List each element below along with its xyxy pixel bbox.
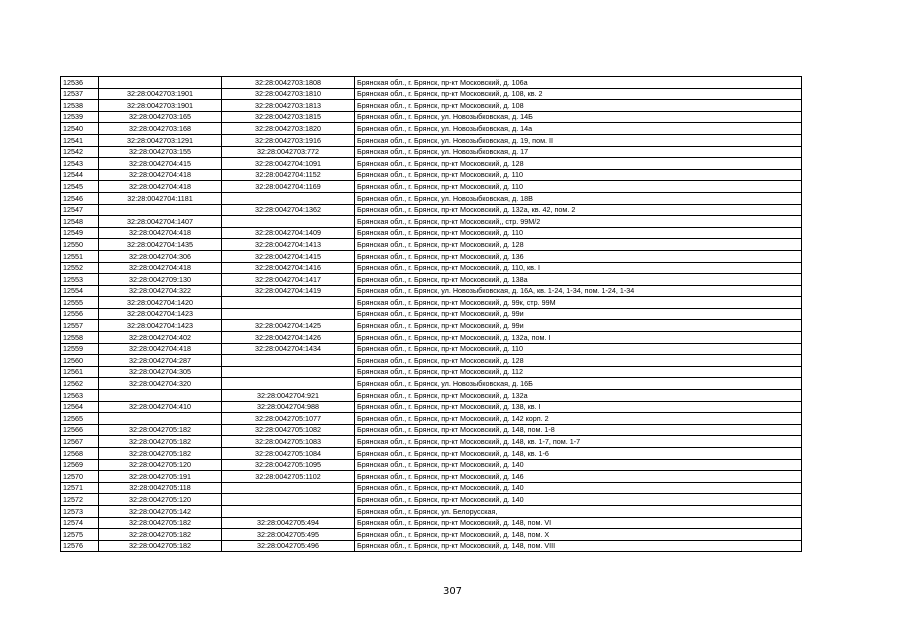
address-cell: Брянская обл., г. Брянск, пр-кт Московский, д. 142 корп. 2 [355, 413, 802, 425]
cadastral-number-cell: 32:28:0042703:1291 [99, 134, 222, 146]
address-cell: Брянская обл., г. Брянск, пр-кт Московский,, стр. 99М/2 [355, 216, 802, 228]
object-cadastral-number-cell [222, 494, 355, 506]
address-cell: Брянская обл., г. Брянск, пр-кт Московский, д. 99и [355, 320, 802, 332]
address-cell: Брянская обл., г. Брянск, пр-кт Московский, д. 140 [355, 494, 802, 506]
object-cadastral-number-cell: 32:28:0042704:1091 [222, 158, 355, 170]
cadastral-number-cell: 32:28:0042704:1407 [99, 216, 222, 228]
cadastral-number-cell: 32:28:0042704:287 [99, 355, 222, 367]
table-row [61, 192, 802, 204]
object-cadastral-number-cell: 32:28:0042704:1426 [222, 332, 355, 344]
cadastral-number-cell: 32:28:0042704:1420 [99, 297, 222, 309]
address-cell: Брянская обл., г. Брянск, пр-кт Московский, д. 99к, стр. 99М [355, 297, 802, 309]
row-number-cell: 12541 [61, 134, 99, 146]
cadastral-number-cell: 32:28:0042709:130 [99, 274, 222, 286]
row-number-cell: 12548 [61, 216, 99, 228]
table-row [61, 413, 802, 425]
page-number: 307 [442, 586, 463, 597]
row-number-cell: 12566 [61, 424, 99, 436]
table-row [61, 343, 802, 355]
object-cadastral-number-cell [222, 216, 355, 228]
table-row [61, 250, 802, 262]
object-cadastral-number-cell: 32:28:0042704:988 [222, 401, 355, 413]
address-cell: Брянская обл., г. Брянск, пр-кт Московский, д. 146 [355, 471, 802, 483]
table-row [61, 227, 802, 239]
row-number-cell: 12574 [61, 517, 99, 529]
table-row [61, 146, 802, 158]
table-row [61, 448, 802, 460]
table-row [61, 204, 802, 216]
cadastral-number-cell: 32:28:0042704:1435 [99, 239, 222, 251]
cadastral-number-cell [99, 413, 222, 425]
object-cadastral-number-cell: 32:28:0042705:1102 [222, 471, 355, 483]
table-row [61, 424, 802, 436]
address-cell: Брянская обл., г. Брянск, ул. Новозыбковская, д. 19, пом. II [355, 134, 802, 146]
object-cadastral-number-cell [222, 378, 355, 390]
cadastral-number-cell: 32:28:0042704:418 [99, 262, 222, 274]
address-cell: Брянская обл., г. Брянск, пр-кт Московский, д. 99и [355, 308, 802, 320]
row-number-cell: 12551 [61, 250, 99, 262]
row-number-cell: 12539 [61, 111, 99, 123]
object-cadastral-number-cell: 32:28:0042704:1409 [222, 227, 355, 239]
table-row [61, 366, 802, 378]
row-number-cell: 12545 [61, 181, 99, 193]
row-number-cell: 12554 [61, 285, 99, 297]
address-cell: Брянская обл., г. Брянск, пр-кт Московский, д. 110, кв. I [355, 262, 802, 274]
cadastral-number-cell: 32:28:0042703:1901 [99, 100, 222, 112]
row-number-cell: 12550 [61, 239, 99, 251]
row-number-cell: 12570 [61, 471, 99, 483]
cadastral-number-cell: 32:28:0042705:182 [99, 424, 222, 436]
row-number-cell: 12544 [61, 169, 99, 181]
table-row [61, 540, 802, 552]
object-cadastral-number-cell: 32:28:0042704:1152 [222, 169, 355, 181]
row-number-cell: 12559 [61, 343, 99, 355]
cadastral-number-cell [99, 390, 222, 402]
address-cell: Брянская обл., г. Брянск, пр-кт Московский, д. 148, пом. VIII [355, 540, 802, 552]
object-cadastral-number-cell: 32:28:0042703:1820 [222, 123, 355, 135]
cadastral-number-cell: 32:28:0042704:418 [99, 169, 222, 181]
address-cell: Брянская обл., г. Брянск, ул. Новозыбковская, д. 16Б [355, 378, 802, 390]
cadastral-number-cell: 32:28:0042704:1181 [99, 192, 222, 204]
table-row [61, 517, 802, 529]
table-row [61, 436, 802, 448]
row-number-cell: 12572 [61, 494, 99, 506]
address-cell: Брянская обл., г. Брянск, ул. Новозыбковская, д. 14Б [355, 111, 802, 123]
cadastral-number-cell: 32:28:0042704:320 [99, 378, 222, 390]
table-row [61, 158, 802, 170]
row-number-cell: 12575 [61, 529, 99, 541]
cadastral-number-cell: 32:28:0042704:305 [99, 366, 222, 378]
address-cell: Брянская обл., г. Брянск, пр-кт Московский, д. 140 [355, 459, 802, 471]
table-row [61, 123, 802, 135]
address-cell: Брянская обл., г. Брянск, пр-кт Московский, д. 140 [355, 482, 802, 494]
object-cadastral-number-cell: 32:28:0042705:495 [222, 529, 355, 541]
row-number-cell: 12564 [61, 401, 99, 413]
cadastral-number-cell: 32:28:0042703:168 [99, 123, 222, 135]
object-cadastral-number-cell: 32:28:0042705:1077 [222, 413, 355, 425]
cadastral-number-cell: 32:28:0042704:418 [99, 227, 222, 239]
object-cadastral-number-cell: 32:28:0042704:1415 [222, 250, 355, 262]
object-cadastral-number-cell: 32:28:0042703:1916 [222, 134, 355, 146]
object-cadastral-number-cell: 32:28:0042704:1419 [222, 285, 355, 297]
object-cadastral-number-cell: 32:28:0042705:1095 [222, 459, 355, 471]
table-row [61, 308, 802, 320]
registry-table [60, 76, 802, 552]
object-cadastral-number-cell: 32:28:0042705:496 [222, 540, 355, 552]
address-cell: Брянская обл., г. Брянск, пр-кт Московский, д. 148, пом. 1-8 [355, 424, 802, 436]
table-row [61, 77, 802, 89]
table-row [61, 169, 802, 181]
address-cell: Брянская обл., г. Брянск, ул. Новозыбковская, д. 18В [355, 192, 802, 204]
address-cell: Брянская обл., г. Брянск, ул. Новозыбковская, д. 14а [355, 123, 802, 135]
address-cell: Брянская обл., г. Брянск, ул. Новозыбковская, д. 16А, кв. 1-24, 1-34, пом. 1-24, 1-34 [355, 285, 802, 297]
row-number-cell: 12536 [61, 77, 99, 89]
object-cadastral-number-cell: 32:28:0042705:1084 [222, 448, 355, 460]
object-cadastral-number-cell [222, 355, 355, 367]
cadastral-number-cell: 32:28:0042703:1901 [99, 88, 222, 100]
address-cell: Брянская обл., г. Брянск, пр-кт Московский, д. 148, кв. 1-7, пом. 1-7 [355, 436, 802, 448]
object-cadastral-number-cell: 32:28:0042704:1413 [222, 239, 355, 251]
cadastral-number-cell: 32:28:0042705:182 [99, 529, 222, 541]
row-number-cell: 12537 [61, 88, 99, 100]
table-row [61, 320, 802, 332]
cadastral-number-cell: 32:28:0042705:182 [99, 448, 222, 460]
table-row [61, 390, 802, 402]
table-row [61, 529, 802, 541]
row-number-cell: 12543 [61, 158, 99, 170]
table-row [61, 285, 802, 297]
table-row [61, 355, 802, 367]
object-cadastral-number-cell: 32:28:0042705:1082 [222, 424, 355, 436]
row-number-cell: 12568 [61, 448, 99, 460]
cadastral-number-cell: 32:28:0042705:118 [99, 482, 222, 494]
table-row [61, 111, 802, 123]
cadastral-number-cell: 32:28:0042704:322 [99, 285, 222, 297]
cadastral-number-cell: 32:28:0042705:191 [99, 471, 222, 483]
row-number-cell: 12573 [61, 505, 99, 517]
table-row [61, 88, 802, 100]
object-cadastral-number-cell [222, 505, 355, 517]
address-cell: Брянская обл., г. Брянск, пр-кт Московский, д. 128 [355, 158, 802, 170]
object-cadastral-number-cell: 32:28:0042703:1808 [222, 77, 355, 89]
object-cadastral-number-cell: 32:28:0042704:1417 [222, 274, 355, 286]
cadastral-number-cell: 32:28:0042703:165 [99, 111, 222, 123]
cadastral-number-cell [99, 204, 222, 216]
object-cadastral-number-cell: 32:28:0042703:1810 [222, 88, 355, 100]
table-row [61, 297, 802, 309]
table-row [61, 262, 802, 274]
row-number-cell: 12538 [61, 100, 99, 112]
object-cadastral-number-cell [222, 297, 355, 309]
object-cadastral-number-cell: 32:28:0042704:921 [222, 390, 355, 402]
address-cell: Брянская обл., г. Брянск, ул. Белорусская, [355, 505, 802, 517]
address-cell: Брянская обл., г. Брянск, пр-кт Московский, д. 132а, пом. I [355, 332, 802, 344]
table-row [61, 274, 802, 286]
table-row [61, 332, 802, 344]
address-cell: Брянская обл., г. Брянск, пр-кт Московский, д. 132а, кв. 42, пом. 2 [355, 204, 802, 216]
cadastral-number-cell: 32:28:0042705:182 [99, 517, 222, 529]
row-number-cell: 12547 [61, 204, 99, 216]
object-cadastral-number-cell: 32:28:0042704:1425 [222, 320, 355, 332]
row-number-cell: 12560 [61, 355, 99, 367]
row-number-cell: 12576 [61, 540, 99, 552]
object-cadastral-number-cell [222, 482, 355, 494]
cadastral-number-cell: 32:28:0042704:410 [99, 401, 222, 413]
object-cadastral-number-cell: 32:28:0042703:1813 [222, 100, 355, 112]
cadastral-number-cell [99, 77, 222, 89]
address-cell: Брянская обл., г. Брянск, пр-кт Московский, д. 108 [355, 100, 802, 112]
row-number-cell: 12571 [61, 482, 99, 494]
cadastral-number-cell: 32:28:0042705:182 [99, 436, 222, 448]
row-number-cell: 12563 [61, 390, 99, 402]
address-cell: Брянская обл., г. Брянск, пр-кт Московский, д. 132а [355, 390, 802, 402]
row-number-cell: 12556 [61, 308, 99, 320]
cadastral-number-cell: 32:28:0042704:402 [99, 332, 222, 344]
row-number-cell: 12558 [61, 332, 99, 344]
table-row [61, 181, 802, 193]
cadastral-number-cell: 32:28:0042705:120 [99, 494, 222, 506]
object-cadastral-number-cell: 32:28:0042703:772 [222, 146, 355, 158]
address-cell: Брянская обл., г. Брянск, пр-кт Московский, д. 138, кв. I [355, 401, 802, 413]
row-number-cell: 12561 [61, 366, 99, 378]
object-cadastral-number-cell [222, 192, 355, 204]
address-cell: Брянская обл., г. Брянск, пр-кт Московский, д. 148, пом. VI [355, 517, 802, 529]
row-number-cell: 12562 [61, 378, 99, 390]
object-cadastral-number-cell: 32:28:0042703:1815 [222, 111, 355, 123]
object-cadastral-number-cell [222, 366, 355, 378]
address-cell: Брянская обл., г. Брянск, пр-кт Московский, д. 110 [355, 169, 802, 181]
cadastral-number-cell: 32:28:0042705:182 [99, 540, 222, 552]
object-cadastral-number-cell: 32:28:0042704:1362 [222, 204, 355, 216]
row-number-cell: 12567 [61, 436, 99, 448]
table-row [61, 239, 802, 251]
address-cell: Брянская обл., г. Брянск, пр-кт Московский, д. 106а [355, 77, 802, 89]
table-row [61, 494, 802, 506]
object-cadastral-number-cell: 32:28:0042705:1083 [222, 436, 355, 448]
table-row [61, 216, 802, 228]
object-cadastral-number-cell: 32:28:0042704:1434 [222, 343, 355, 355]
address-cell: Брянская обл., г. Брянск, пр-кт Московский, д. 128 [355, 239, 802, 251]
object-cadastral-number-cell: 32:28:0042705:494 [222, 517, 355, 529]
row-number-cell: 12540 [61, 123, 99, 135]
cadastral-number-cell: 32:28:0042704:418 [99, 343, 222, 355]
row-number-cell: 12546 [61, 192, 99, 204]
cadastral-number-cell: 32:28:0042704:1423 [99, 320, 222, 332]
table-row [61, 100, 802, 112]
row-number-cell: 12553 [61, 274, 99, 286]
cadastral-number-cell: 32:28:0042705:142 [99, 505, 222, 517]
row-number-cell: 12555 [61, 297, 99, 309]
object-cadastral-number-cell [222, 308, 355, 320]
table-row [61, 134, 802, 146]
registry-table-body [61, 77, 802, 552]
cadastral-number-cell: 32:28:0042703:155 [99, 146, 222, 158]
cadastral-number-cell: 32:28:0042704:306 [99, 250, 222, 262]
address-cell: Брянская обл., г. Брянск, пр-кт Московский, д. 110 [355, 227, 802, 239]
table-row [61, 459, 802, 471]
address-cell: Брянская обл., г. Брянск, пр-кт Московский, д. 112 [355, 366, 802, 378]
table-row [61, 471, 802, 483]
cadastral-number-cell: 32:28:0042704:418 [99, 181, 222, 193]
address-cell: Брянская обл., г. Брянск, пр-кт Московский, д. 128 [355, 355, 802, 367]
object-cadastral-number-cell: 32:28:0042704:1416 [222, 262, 355, 274]
row-number-cell: 12569 [61, 459, 99, 471]
row-number-cell: 12557 [61, 320, 99, 332]
address-cell: Брянская обл., г. Брянск, пр-кт Московский, д. 138а [355, 274, 802, 286]
object-cadastral-number-cell: 32:28:0042704:1169 [222, 181, 355, 193]
row-number-cell: 12549 [61, 227, 99, 239]
table-row [61, 401, 802, 413]
address-cell: Брянская обл., г. Брянск, пр-кт Московский, д. 148, пом. X [355, 529, 802, 541]
row-number-cell: 12565 [61, 413, 99, 425]
cadastral-number-cell: 32:28:0042704:415 [99, 158, 222, 170]
cadastral-number-cell: 32:28:0042705:120 [99, 459, 222, 471]
address-cell: Брянская обл., г. Брянск, пр-кт Московский, д. 110 [355, 181, 802, 193]
address-cell: Брянская обл., г. Брянск, пр-кт Московский, д. 110 [355, 343, 802, 355]
table-row [61, 505, 802, 517]
cadastral-number-cell: 32:28:0042704:1423 [99, 308, 222, 320]
row-number-cell: 12552 [61, 262, 99, 274]
table-row [61, 482, 802, 494]
address-cell: Брянская обл., г. Брянск, пр-кт Московский, д. 148, кв. 1-6 [355, 448, 802, 460]
address-cell: Брянская обл., г. Брянск, ул. Новозыбковская, д. 17 [355, 146, 802, 158]
address-cell: Брянская обл., г. Брянск, пр-кт Московский, д. 136 [355, 250, 802, 262]
row-number-cell: 12542 [61, 146, 99, 158]
address-cell: Брянская обл., г. Брянск, пр-кт Московский, д. 108, кв. 2 [355, 88, 802, 100]
table-row [61, 378, 802, 390]
